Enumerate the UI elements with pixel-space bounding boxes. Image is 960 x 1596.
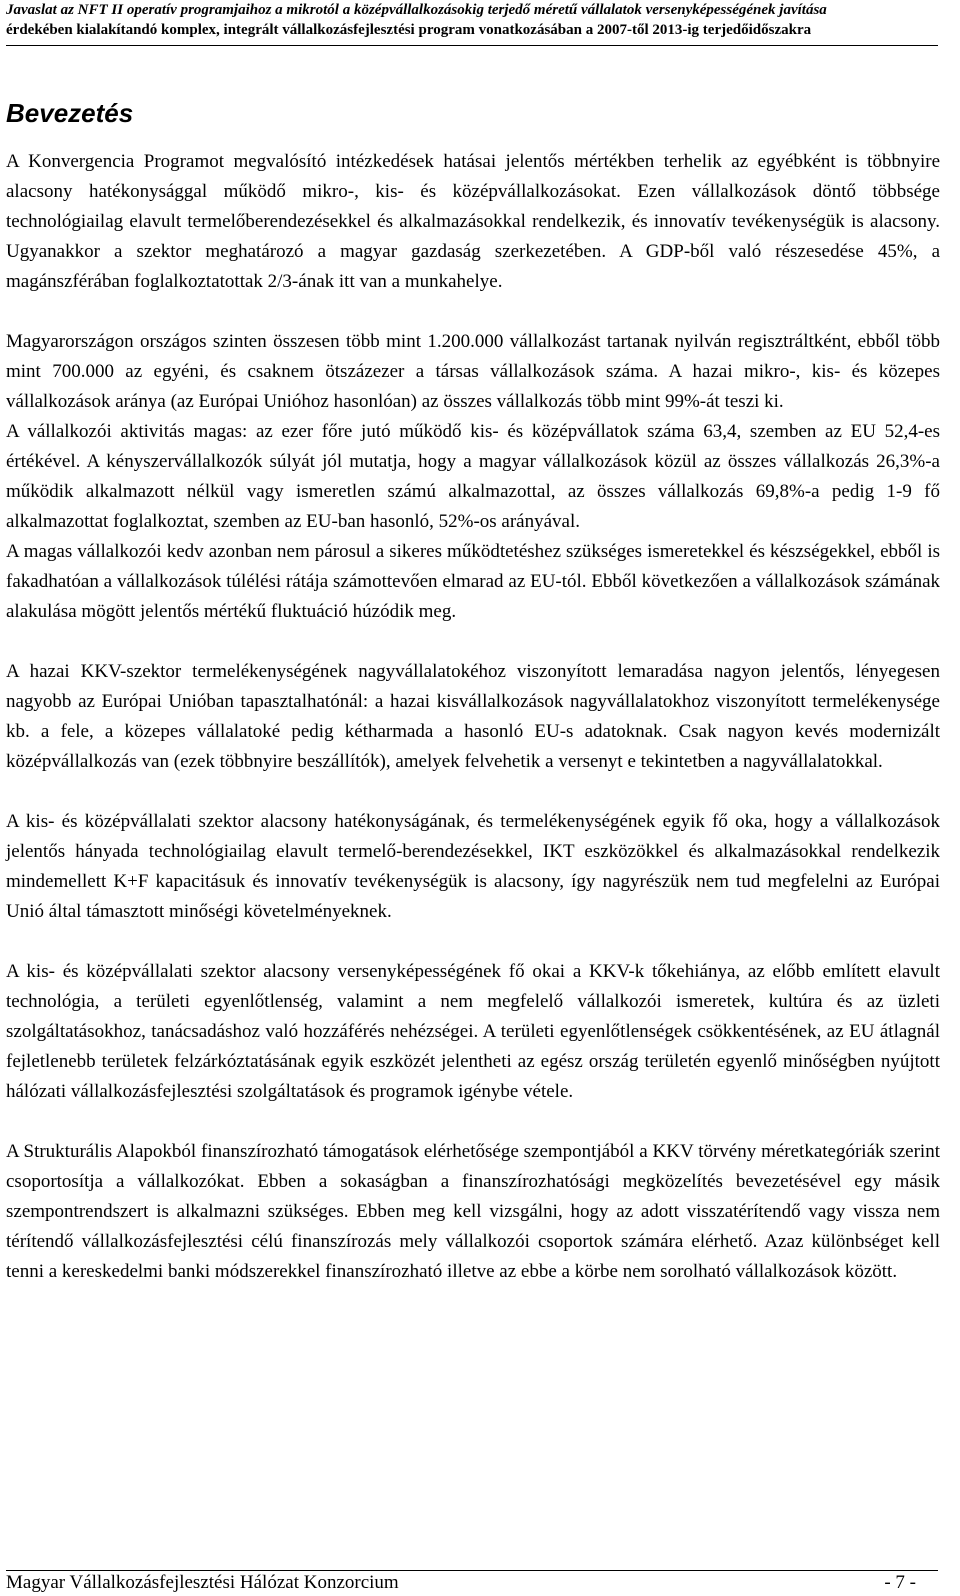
paragraph: A magas vállalkozói kedv azonban nem párosul a sikeres működtetéshez szükséges ismeretekkel és készségekkel, ebből is fakadhatóan a vállalkozások túlélési rátája számottevően elmarad az EU-tól. Ebből következően a vállalkozások számának alakulása mögött jelentős mértékű fluktuáció húzódik meg. (6, 541, 940, 622)
page-footer (6, 1570, 916, 1596)
body-text (6, 147, 940, 1287)
paragraph: A kis- és középvállalati szektor alacsony versenyképességének fő okai a KKV-k tőkehiánya, az előbb említett elavult technológia, a területi egyenlőtlenség, valamint a nem megfelelő vállalkozói ismeretek, kultúra és az üzleti szolgáltatásokhoz, tanácsadáshoz való hozzáférés nehézségei. A területi egyenlőtlenségek csökkentésének, az EU átlagnál fejletlenebb területek felzárkóztatásának egyik eszközét jelentheti az egész ország területén egyenlő minőségben nyújtott hálózati vállalkozásfejlesztési szolgáltatások és programok igénybe vétele. (6, 961, 940, 1102)
paragraph: A hazai KKV-szektor termelékenységének nagyvállalatokéhoz viszonyított lemaradása nagyon jelentős, lényegesen nagyobb az Európai Unióban tapasztalhatónál: a hazai kisvállalkozások nagyvállalatokhoz viszonyított termelékenysége kb. a fele, a közepes vállalatoké pedig kétharmada a hasonló EU-s adatoknak. Csak nagyon kevés modernizált középvállalkozás van (ezek többnyire beszállítók), amelyek felvehetik a versenyt e tekintetben a nagyvállalatokkal. (6, 661, 940, 772)
header-line-2: érdekében kialakítandó komplex, integrált vállalkozásfejlesztési program vonatkozásában a 2007-től 2013-ig terjedőidőszakra (6, 22, 812, 38)
header-divider (6, 45, 938, 46)
paragraph: A Strukturális Alapokból finanszírozható támogatások elérhetősége szempontjából a KKV törvény méretkategóriák szerint csoportosítja a vállalkozókat. Ebben a sokaságban a finanszírozhatósági megközelítés bevezetésével egy másik szempontrendszert is alkalmazni szükséges. Ebben meg kell vizsgálni, hogy az adott visszatérítendő vagy vissza nem térítendő vállalkozásfejlesztési célú finanszírozás mely vállalkozói csoportok számára elérhető. Azaz különbséget kell tenni a kereskedelmi banki módszerekkel finanszírozható illetve az ebbe a körbe nem sorolható vállalkozások között. (6, 1141, 940, 1282)
footer-organization: Magyar Vállalkozásfejlesztési Hálózat Konzorcium (6, 1572, 399, 1593)
paragraph: Magyarországon országos szinten összesen több mint 1.200.000 vállalkozást tartanak nyilván regisztráltként, ebből több mint 700.000 az egyéni, és csaknem ötszázezer a társas vállalkozások száma. A hazai mikro-, kis- és közepes vállalkozások aránya (az Európai Unióhoz hasonlóan) az összes vállalkozás több mint 99%-át teszi ki. (6, 331, 940, 412)
paragraph: A vállalkozói aktivitás magas: az ezer főre jutó működő kis- és középvállatok száma 63,4, szemben az EU 52,4-es értékével. A kényszervállalkozók súlyát jól mutatja, hogy a magyar vállalkozások közül az összes vállalkozás 26,3%-a működik alkalmazott nélkül vagy ismeretlen számú alkalmazottal, az összes vállalkozás 69,8%-a pedig 1-9 fő alkalmazottat foglalkoztat, szemben az EU-ban hasonló, 52%-os arányával. (6, 421, 940, 532)
paragraph: A Konvergencia Programot megvalósító intézkedések hatásai jelentős mértékben terhelik az egyébként is többnyire alacsony hatékonysággal működő mikro-, kis- és középvállalkozásokat. Ezen vállalkozások döntő többsége technológiailag elavult termelőberendezésekkel és alkalmazásokkal rendelkezik, és innovatív tevékenységük is alacsony. Ugyanakkor a szektor meghatározó a magyar gazdaság szerkezetében. A GDP-ből való részesedése 45%, a magánszférában foglalkoztatottak 2/3-ának itt van a munkahelye. (6, 151, 940, 292)
page-number: - 7 - (884, 1572, 916, 1593)
running-header (6, 0, 936, 40)
paragraph: A kis- és középvállalati szektor alacsony hatékonyságának, és termelékenységének egyik fő oka, hogy a vállalkozások jelentős hányada technológiailag elavult termelő-berendezésekkel, IKT eszközökkel és alkalmazásokkal rendelkezik mindemellett K+F kapacitásuk és innovatív tevékenységük is alacsony, így nagyrészük nem tud megfelelni az Európai Unió által támasztott minőségi követelményeknek. (6, 811, 940, 922)
section-title: Bevezetés (6, 98, 134, 128)
header-line-1: Javaslat az NFT II operatív programjaihoz a mikrotól a középvállalkozásokig terjedő méretű vállalatok versenyképességének javítása (6, 2, 827, 18)
